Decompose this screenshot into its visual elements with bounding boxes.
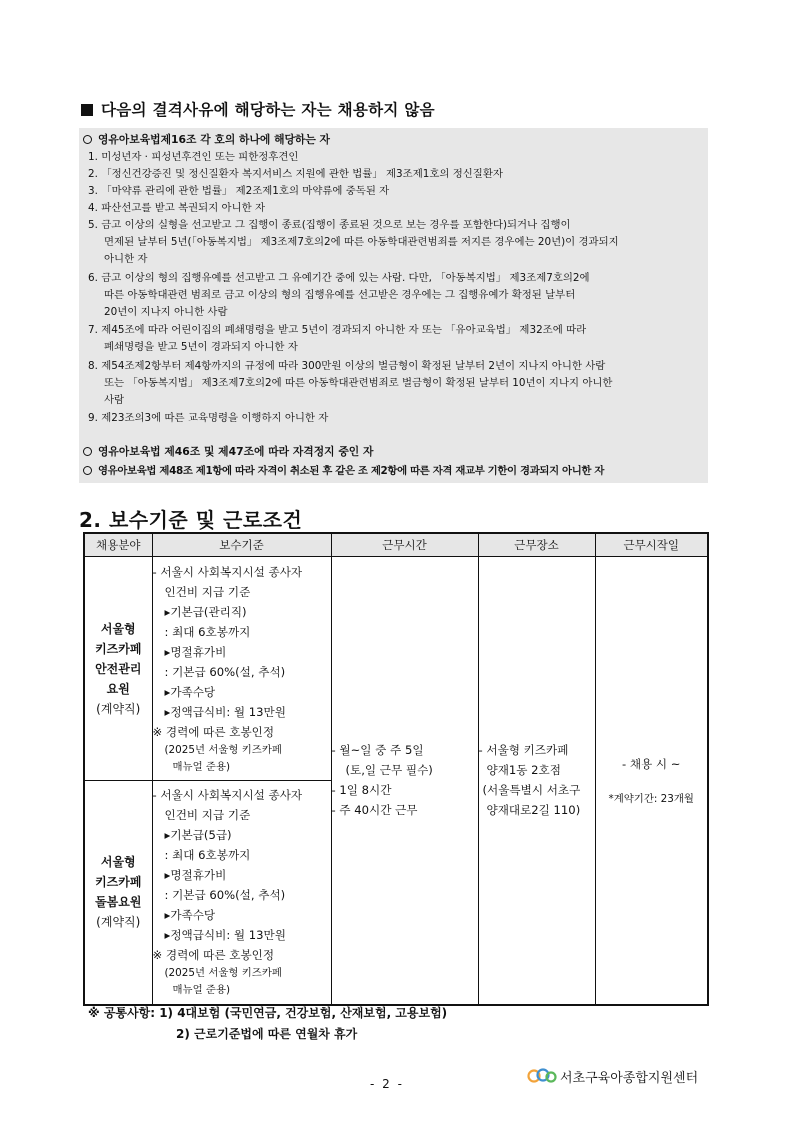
field-line: 돌봄요원	[95, 895, 142, 910]
list-item: 2. 「정신건강증진 및 정신질환자 복지서비스 지원에 관한 법률」 제3조제1호의 정신질환자	[88, 168, 503, 180]
pay-line: - 서울시 사회복지시설 종사자	[152, 564, 303, 579]
list-item: 9. 제23조의3에 따른 교육명령을 이행하지 아니한 자	[88, 412, 329, 424]
field-line: (계약직)	[96, 915, 141, 930]
header-place: 근무장소	[478, 533, 595, 557]
pay-line: ▸명절휴가비	[164, 644, 227, 659]
pay-line: ▸명절휴가비	[164, 868, 227, 883]
list-item: 1. 미성년자 · 피성년후견인 또는 피한정후견인	[88, 151, 299, 163]
group3-title	[83, 464, 604, 478]
pay-standard-care	[152, 781, 331, 1005]
field-safety	[84, 557, 152, 781]
pay-line: - 서울시 사회복지시설 종사자	[152, 788, 303, 803]
list-item: 3. 「마약류 관리에 관한 법률」 제2조제1호의 마약류에 중독된 자	[88, 185, 390, 197]
group1-title-text: 영유아보육법제16조 각 호의 하나에 해당하는 자	[98, 133, 330, 146]
group1-title	[83, 133, 330, 147]
hours-line: - 주 40시간 근무	[331, 803, 418, 818]
pay-line: 인건비 지급 기준	[164, 808, 251, 823]
center-logo	[527, 1066, 698, 1086]
field-care	[84, 781, 152, 1005]
field-line: 서울형	[100, 855, 136, 870]
common-notes	[88, 1003, 447, 1045]
pay-line: 매뉴얼 준용)	[172, 760, 231, 773]
pay-standard-safety	[152, 557, 331, 781]
group2-title-text: 영유아보육법 제46조 및 제47조에 따라 자격정지 중인 자	[98, 445, 374, 458]
list-item: 5. 금고 이상의 실형을 선고받고 그 집행이 종료(집행이 종료된 것으로 보는 경우를 포함한다)되거나 집행이	[88, 219, 571, 231]
list-item: 7. 제45조에 따라 어린이집의 폐쇄명령을 받고 5년이 경과되지 아니한 자 또는 「유아교육법」 제32조에 따라	[88, 324, 587, 336]
pay-line: ▸가족수당	[164, 684, 216, 699]
group2-title	[83, 445, 373, 459]
pay-line: : 최대 6호봉까지	[164, 848, 251, 863]
section2-title: 2. 보수기준 및 근로조건	[79, 508, 303, 532]
hours-line: (토,일 근무 필수)	[345, 763, 433, 778]
table-row	[84, 557, 708, 781]
header-pay: 보수기준	[152, 533, 331, 557]
pay-line: ▸가족수당	[164, 908, 216, 923]
field-line: (계약직)	[96, 701, 141, 716]
pay-line: 인건비 지급 기준	[164, 584, 251, 599]
place-line: - 서울형 키즈카페	[478, 743, 569, 758]
circle-bullet-icon	[83, 466, 92, 475]
circle-bullet-icon	[83, 135, 92, 144]
list-item-cont: 또는 「아동복지법」 제3조제7호의2에 따른 아동학대관련범죄로 벌금형이 확정된 날부터 10년이 지나지 아니한	[104, 377, 613, 389]
work-hours	[331, 557, 478, 1005]
conditions-table	[83, 532, 709, 1006]
pay-line: : 최대 6호봉까지	[164, 624, 251, 639]
list-item-cont: 사람	[104, 394, 125, 406]
list-item-cont: 아니한 자	[104, 253, 148, 265]
table-header-row	[84, 533, 708, 557]
header-hours: 근무시간	[331, 533, 478, 557]
common-line: ※ 공통사항: 1) 4대보험 (국민연금, 건강보험, 산재보험, 고용보험)	[88, 1006, 448, 1020]
pay-line: : 기본급 60%(설, 추석)	[164, 888, 286, 903]
hours-line: - 월~일 중 주 5일	[331, 743, 424, 758]
list-item-cont: 폐쇄명령을 받고 5년이 경과되지 아니한 자	[104, 341, 298, 353]
square-bullet-icon	[81, 104, 93, 116]
pay-line: ▸정액급식비: 월 13만원	[164, 928, 286, 943]
heading-text: 다음의 결격사유에 해당하는 자는 채용하지 않음	[101, 101, 435, 119]
place-line: 양재대로2길 110)	[486, 803, 581, 818]
work-place	[478, 557, 595, 1005]
pay-line: (2025년 서울형 키즈카페	[164, 967, 282, 980]
place-line: 양재1동 2호점	[486, 763, 561, 778]
circle-bullet-icon	[83, 447, 92, 456]
contract-period: *계약기간: 23개월	[608, 792, 694, 805]
page-number: - 2 -	[370, 1077, 404, 1091]
pay-line: ▸정액급식비: 월 13만원	[164, 704, 286, 719]
pay-line: ▸기본급(관리직)	[164, 604, 247, 619]
list-item: 4. 파산선고를 받고 복권되지 아니한 자	[88, 202, 265, 214]
field-line: 서울형	[100, 621, 136, 636]
list-item: 6. 금고 이상의 형의 집행유예를 선고받고 그 유예기간 중에 있는 사람. 다만, 「아동복지법」 제3조제7호의2에	[88, 272, 590, 284]
field-line: 키즈카페	[95, 641, 142, 656]
list-item-cont: 따른 아동학대관련 범죄로 금고 이상의 형의 집행유예를 선고받은 경우에는 그 집행유예가 확정된 날부터	[104, 289, 576, 301]
pay-line: ※ 경력에 따른 호봉인정	[152, 948, 275, 963]
group3-title-text: 영유아보육법 제48조 제1항에 따라 자격이 취소된 후 같은 조 제2항에 따른 자격 재교부 기한이 경과되지 아니한 자	[98, 465, 605, 477]
header-start: 근무시작일	[595, 533, 708, 557]
pay-line: ▸기본급(5급)	[164, 828, 232, 843]
field-line: 안전관리	[95, 661, 142, 676]
hours-line: - 1일 8시간	[331, 783, 392, 798]
pay-line: ※ 경력에 따른 호봉인정	[152, 724, 275, 739]
pay-line: : 기본급 60%(설, 추석)	[164, 664, 286, 679]
logo-text: 서초구육아종합지원센터	[560, 1070, 699, 1086]
list-item-cont: 20년이 지나지 아니한 사람	[104, 306, 228, 318]
disqualification-box	[79, 128, 708, 483]
field-line: 요원	[106, 681, 130, 696]
header-field: 채용분야	[84, 533, 152, 557]
list-item: 8. 제54조제2항부터 제4항까지의 규정에 따라 300만원 이상의 벌금형이 확정된 날부터 2년이 지나지 아니한 사람	[88, 360, 606, 372]
logo-mark-icon	[527, 1066, 557, 1086]
start-line: - 채용 시 ~	[621, 756, 681, 771]
place-line: (서울특별시 서초구	[482, 783, 581, 798]
field-line: 키즈카페	[95, 875, 142, 890]
pay-line: (2025년 서울형 키즈카페	[164, 743, 282, 756]
pay-line: 매뉴얼 준용)	[172, 984, 231, 997]
start-date	[595, 557, 708, 1005]
common-line: 2) 근로기준법에 따른 연월차 휴가	[176, 1027, 358, 1041]
list-item-cont: 면제된 날부터 5년(「아동복지법」 제3조제7호의2에 따른 아동학대관련범죄를 저지른 경우에는 20년)이 경과되지	[104, 236, 619, 248]
disqualification-heading	[81, 98, 435, 120]
